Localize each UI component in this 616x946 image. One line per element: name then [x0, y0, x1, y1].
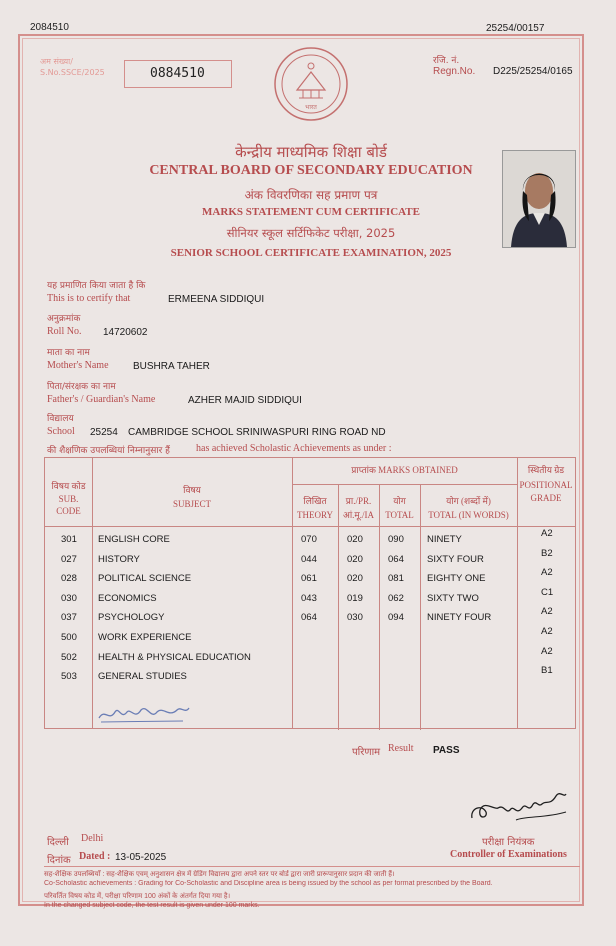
cell-grade: C1 — [541, 586, 554, 598]
cell-name: ECONOMICS — [98, 592, 157, 604]
candidate-photo — [502, 150, 576, 248]
candidate-name: ERMEENA SIDDIQUI — [168, 294, 265, 305]
header-subject-hi: विषय — [183, 485, 201, 495]
marks-table — [44, 457, 576, 729]
header-grade-hi: स्थितीय ग्रेड — [527, 465, 565, 475]
header-pr-en: आं.मू./IA — [342, 510, 375, 520]
footnote-hi-1: सह-शैक्षिक उपलब्धियाँ : सह-शैक्षिक एवम् अनुशासन क्षेत्र में ग्रेडिंग विद्यालय द्वारा अपने स्तर पर बोर्ड द्वारा जारी प्रारूपानुसार प्रदान की जाती हैं। — [44, 871, 395, 878]
cell-code: 027 — [61, 553, 77, 565]
cell-words: EIGHTY ONE — [427, 573, 486, 585]
cell-code: 030 — [61, 592, 77, 604]
cell-theory: 044 — [301, 553, 317, 565]
header-pr-hi: प्रा./PR. — [345, 496, 372, 506]
date-value: 13-05-2025 — [115, 852, 167, 863]
father-label-hi: पिता/संरक्षक का नाम — [47, 382, 116, 392]
roll-label-hi: अनुक्रमांक — [47, 314, 81, 324]
cell-total: 090 — [388, 534, 404, 545]
cell-code: 503 — [61, 671, 77, 683]
certify-label-hi: यह प्रमाणित किया जाता है कि — [47, 281, 146, 291]
handwritten-initial-mark — [95, 700, 195, 726]
mother-label-hi: माता का नाम — [47, 348, 90, 358]
header-words-en: TOTAL (IN WORDS) — [428, 510, 509, 520]
header-code-en2: CODE — [56, 506, 81, 516]
cell-grade: A2 — [541, 645, 553, 657]
cell-code: 037 — [61, 612, 77, 624]
serial-number-left: 2084510 — [30, 22, 69, 33]
result-label-en: Result — [388, 743, 414, 754]
cell-words: NINETY — [427, 534, 462, 545]
achieve-label-hi: की शैक्षणिक उपलब्धियां निम्नानुसार हैं — [47, 446, 170, 456]
header-words-hi: योग (शब्दों में) — [446, 496, 491, 506]
cell-total: 062 — [388, 592, 404, 604]
cell-name: HEALTH & PHYSICAL EDUCATION — [98, 651, 251, 663]
doc-title-english: MARKS STATEMENT CUM CERTIFICATE — [202, 206, 420, 218]
cell-total: 094 — [388, 612, 404, 624]
header-theory-en: THEORY — [297, 510, 333, 520]
cell-total: 081 — [388, 573, 404, 585]
header-code-hi: विषय कोड — [51, 481, 86, 491]
exam-title-hindi: सीनियर स्कूल सर्टिफिकेट परीक्षा, 2025 — [226, 226, 396, 240]
cell-pr: 020 — [347, 553, 363, 565]
cell-name: HISTORY — [98, 553, 140, 565]
cell-theory: 061 — [301, 573, 317, 585]
regn-number: D225/25254/0165 — [493, 66, 573, 77]
mother-label-en: Mother's Name — [47, 360, 109, 371]
regn-label-en: Regn.No. — [433, 66, 476, 77]
cell-words: SIXTY FOUR — [427, 553, 484, 565]
footnote-en-2: In the changed subject code, the test result is given under 100 marks. — [44, 902, 260, 909]
cell-pr: 019 — [347, 592, 363, 604]
header-grade-en2: GRADE — [530, 493, 562, 503]
controller-signature — [466, 788, 576, 828]
faded-serial-code: अम संख्या/ S.No.SSCE/2025 — [40, 57, 105, 77]
footnote-en-1: Co-Scholastic achievements : Grading for Co-Scholastic and Discipline area is being issued by the school as per format prescribed by the Board. — [44, 880, 493, 887]
cell-total: 064 — [388, 553, 404, 565]
cell-code: 500 — [61, 632, 77, 643]
cell-code: 028 — [61, 573, 77, 585]
header-code-en1: SUB. — [58, 494, 79, 504]
school-label-en: School — [47, 426, 75, 437]
cell-grade: A2 — [541, 626, 553, 637]
cell-words: NINETY FOUR — [427, 612, 492, 624]
cell-theory: 043 — [301, 592, 317, 604]
seal-text: भारत — [305, 104, 317, 111]
header-theory-hi: लिखित — [303, 496, 327, 506]
cell-name: GENERAL STUDIES — [98, 671, 187, 683]
header-grade-en1: POSITIONAL — [519, 480, 573, 490]
cell-theory: 070 — [301, 534, 317, 545]
controller-label-hi: परीक्षा नियंत्रक — [482, 837, 535, 848]
cell-code: 502 — [61, 651, 77, 663]
cell-name: POLITICAL SCIENCE — [98, 573, 192, 585]
cell-pr: 020 — [347, 573, 363, 585]
cbse-seal-icon — [273, 46, 349, 122]
roll-label-en: Roll No. — [47, 326, 82, 337]
place-label-en: Delhi — [81, 833, 104, 844]
cell-grade: B1 — [541, 665, 553, 677]
header-subject-en: SUBJECT — [172, 499, 211, 509]
cell-theory: 064 — [301, 612, 317, 624]
date-label-hi: दिनांक — [47, 855, 71, 866]
date-label-en: Dated : — [79, 851, 111, 862]
father-name: AZHER MAJID SIDDIQUI — [188, 395, 302, 406]
cell-code: 301 — [61, 534, 77, 545]
result-label-hi: परिणाम — [352, 747, 381, 758]
cell-name: PSYCHOLOGY — [98, 612, 165, 624]
cell-name: WORK EXPERIENCE — [98, 632, 192, 643]
result-value: PASS — [433, 745, 460, 756]
footnote-hi-2: परिवर्तित विषय कोड में, परीक्षा परिणाम 100 अंकों के अंतर्गत दिया गया है। — [44, 893, 231, 900]
school-code: 25254 — [90, 427, 118, 438]
controller-label-en: Controller of Examinations — [450, 849, 567, 860]
certify-label-en: This is to certify that — [47, 293, 131, 304]
certificate-number: 0884510 — [150, 66, 205, 81]
regn-label-hi: रजि. नं. — [433, 56, 460, 66]
cell-pr: 030 — [347, 612, 363, 624]
header-total-hi: योग — [393, 496, 406, 506]
achieve-label-en: has achieved Scholastic Achievements as under : — [196, 443, 392, 454]
board-name-english: CENTRAL BOARD OF SECONDARY EDUCATION — [149, 163, 473, 178]
exam-title-english: SENIOR SCHOOL CERTIFICATE EXAMINATION, 2025 — [170, 247, 452, 259]
board-name-hindi: केन्द्रीय माध्यमिक शिक्षा बोर्ड — [235, 143, 387, 161]
header-marks: प्राप्तांक MARKS OBTAINED — [351, 465, 458, 475]
cell-pr: 020 — [347, 534, 363, 545]
footer-divider — [44, 866, 580, 867]
roll-number: 14720602 — [103, 327, 148, 338]
cell-name: ENGLISH CORE — [98, 534, 170, 545]
father-label-en: Father's / Guardian's Name — [47, 394, 156, 405]
cell-grade: A2 — [541, 567, 553, 579]
mother-name: BUSHRA TAHER — [133, 361, 210, 372]
cell-words: SIXTY TWO — [427, 592, 479, 604]
serial-number-right: 25254/00157 — [486, 23, 545, 34]
cell-grade: B2 — [541, 547, 553, 559]
doc-title-hindi: अंक विवरणिका सह प्रमाण पत्र — [244, 188, 378, 202]
school-name: CAMBRIDGE SCHOOL SRINIWASPURI RING ROAD ND — [128, 427, 386, 438]
cell-grade: A2 — [541, 528, 553, 539]
place-label-hi: दिल्ली — [47, 837, 69, 848]
school-label-hi: विद्यालय — [47, 414, 74, 424]
cell-grade: A2 — [541, 606, 553, 618]
header-total-en: TOTAL — [385, 510, 414, 520]
